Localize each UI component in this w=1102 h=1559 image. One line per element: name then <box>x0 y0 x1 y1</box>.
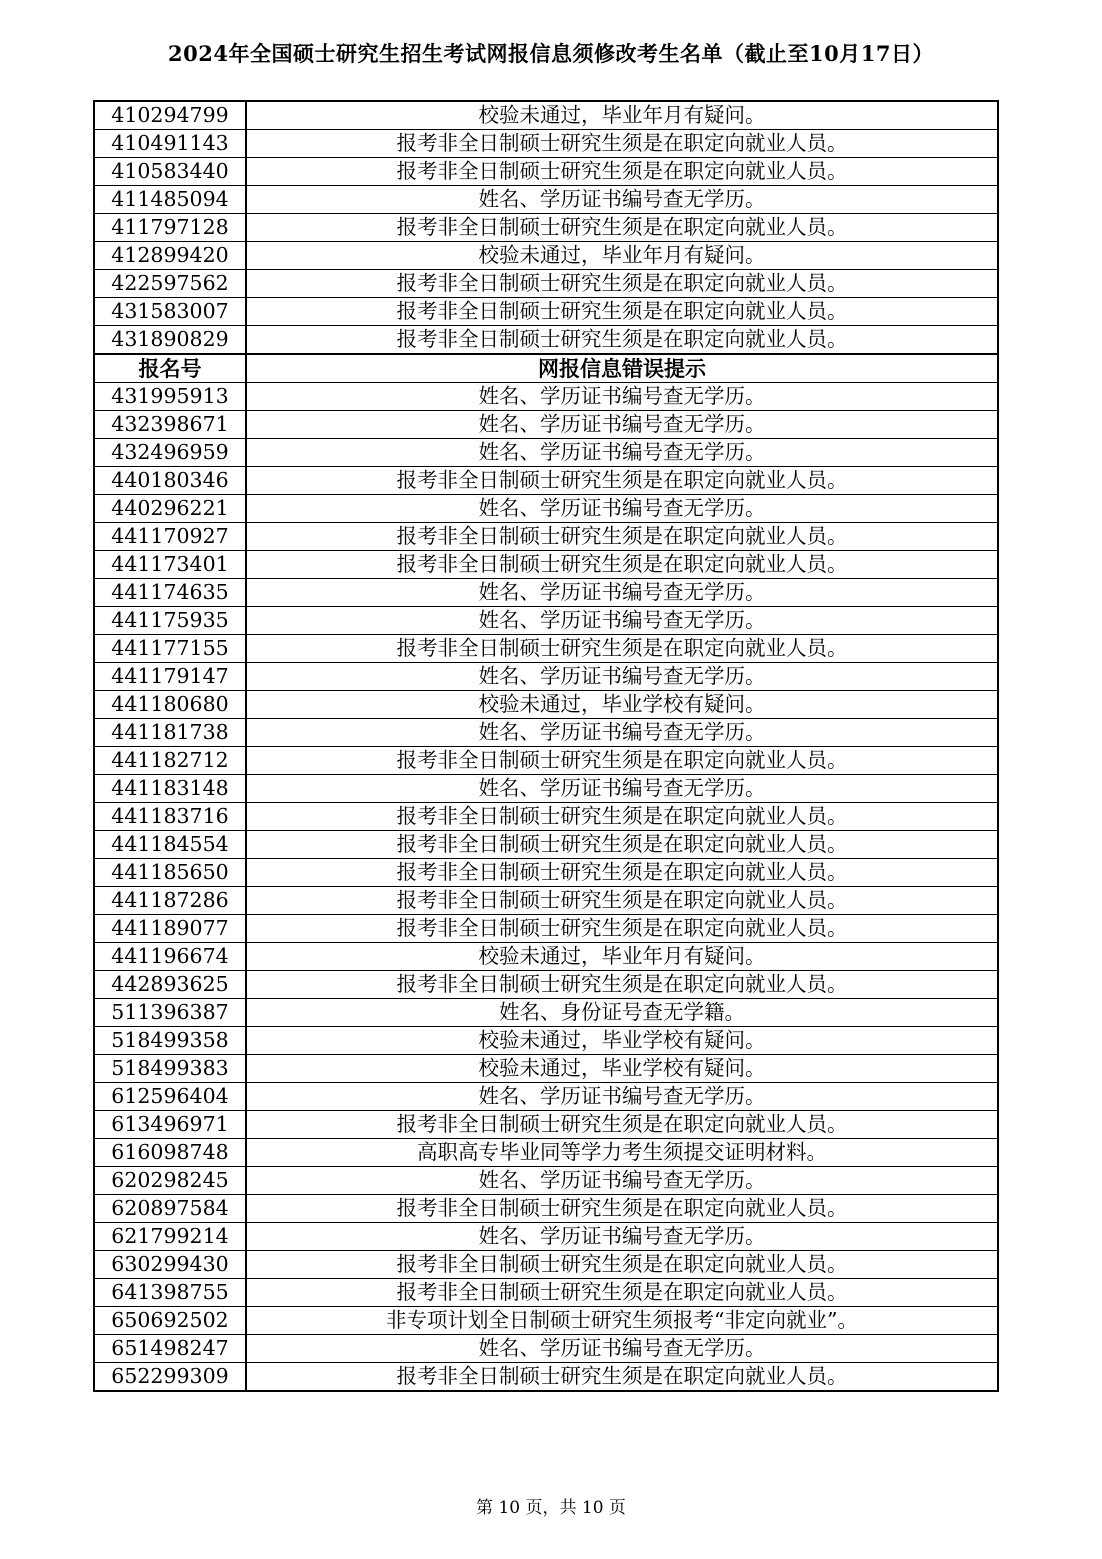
registration-number-cell: 612596404 <box>94 1083 246 1111</box>
table-row <box>94 467 998 495</box>
registration-number-cell: 410491143 <box>94 130 246 158</box>
registration-number-cell: 441196674 <box>94 943 246 971</box>
error-message-cell: 姓名、学历证书编号查无学历。 <box>246 495 998 523</box>
table-row <box>94 1279 998 1307</box>
error-message-cell: 校验未通过，毕业年月有疑问。 <box>246 242 998 270</box>
error-message-cell: 非专项计划全日制硕士研究生须报考“非定向就业”。 <box>246 1307 998 1335</box>
error-message-cell: 报考非全日制硕士研究生须是在职定向就业人员。 <box>246 1111 998 1139</box>
table-row <box>94 663 998 691</box>
error-message-cell: 姓名、学历证书编号查无学历。 <box>246 1167 998 1195</box>
registration-number-cell: 441182712 <box>94 747 246 775</box>
candidate-table-container <box>93 100 999 1392</box>
error-message-cell: 报考非全日制硕士研究生须是在职定向就业人员。 <box>246 158 998 186</box>
error-message-cell: 姓名、学历证书编号查无学历。 <box>246 775 998 803</box>
registration-number-cell: 431583007 <box>94 298 246 326</box>
error-message-cell: 报考非全日制硕士研究生须是在职定向就业人员。 <box>246 1251 998 1279</box>
error-message-cell: 姓名、学历证书编号查无学历。 <box>246 439 998 467</box>
error-message-cell: 报考非全日制硕士研究生须是在职定向就业人员。 <box>246 270 998 298</box>
table-row <box>94 495 998 523</box>
table-row <box>94 747 998 775</box>
table-row <box>94 298 998 326</box>
registration-number-cell: 441180680 <box>94 691 246 719</box>
error-message-cell: 报考非全日制硕士研究生须是在职定向就业人员。 <box>246 1279 998 1307</box>
registration-number-cell: 620298245 <box>94 1167 246 1195</box>
registration-number-cell: 616098748 <box>94 1139 246 1167</box>
table-row <box>94 719 998 747</box>
registration-number-cell: 652299309 <box>94 1363 246 1392</box>
candidate-table-body <box>94 101 998 1391</box>
error-message-cell: 报考非全日制硕士研究生须是在职定向就业人员。 <box>246 551 998 579</box>
table-header-row <box>94 354 998 383</box>
table-row <box>94 101 998 130</box>
table-row <box>94 915 998 943</box>
error-message-cell: 姓名、学历证书编号查无学历。 <box>246 186 998 214</box>
header-error-message: 网报信息错误提示 <box>246 354 998 383</box>
registration-number-cell: 441175935 <box>94 607 246 635</box>
registration-number-cell: 441185650 <box>94 859 246 887</box>
error-message-cell: 报考非全日制硕士研究生须是在职定向就业人员。 <box>246 971 998 999</box>
registration-number-cell: 641398755 <box>94 1279 246 1307</box>
header-registration-number: 报名号 <box>94 354 246 383</box>
table-row <box>94 971 998 999</box>
table-row <box>94 1363 998 1392</box>
registration-number-cell: 410583440 <box>94 158 246 186</box>
table-row <box>94 1335 998 1363</box>
table-row <box>94 999 998 1027</box>
table-row <box>94 270 998 298</box>
error-message-cell: 报考非全日制硕士研究生须是在职定向就业人员。 <box>246 1195 998 1223</box>
error-message-cell: 报考非全日制硕士研究生须是在职定向就业人员。 <box>246 635 998 663</box>
registration-number-cell: 621799214 <box>94 1223 246 1251</box>
registration-number-cell: 442893625 <box>94 971 246 999</box>
registration-number-cell: 412899420 <box>94 242 246 270</box>
error-message-cell: 校验未通过，毕业学校有疑问。 <box>246 1027 998 1055</box>
error-message-cell: 报考非全日制硕士研究生须是在职定向就业人员。 <box>246 831 998 859</box>
error-message-cell: 报考非全日制硕士研究生须是在职定向就业人员。 <box>246 214 998 242</box>
table-row <box>94 803 998 831</box>
error-message-cell: 姓名、学历证书编号查无学历。 <box>246 1223 998 1251</box>
error-message-cell: 报考非全日制硕士研究生须是在职定向就业人员。 <box>246 803 998 831</box>
table-row <box>94 523 998 551</box>
table-row <box>94 1083 998 1111</box>
table-row <box>94 1055 998 1083</box>
error-message-cell: 报考非全日制硕士研究生须是在职定向就业人员。 <box>246 326 998 355</box>
error-message-cell: 姓名、身份证号查无学籍。 <box>246 999 998 1027</box>
table-row <box>94 1111 998 1139</box>
registration-number-cell: 432398671 <box>94 411 246 439</box>
registration-number-cell: 518499358 <box>94 1027 246 1055</box>
table-row <box>94 691 998 719</box>
document-title: 2024年全国硕士研究生招生考试网报信息须修改考生名单（截止至10月17日） <box>168 41 934 66</box>
registration-number-cell: 650692502 <box>94 1307 246 1335</box>
registration-number-cell: 518499383 <box>94 1055 246 1083</box>
table-row <box>94 1167 998 1195</box>
error-message-cell: 报考非全日制硕士研究生须是在职定向就业人员。 <box>246 130 998 158</box>
registration-number-cell: 422597562 <box>94 270 246 298</box>
registration-number-cell: 511396387 <box>94 999 246 1027</box>
table-row <box>94 130 998 158</box>
registration-number-cell: 441179147 <box>94 663 246 691</box>
table-row <box>94 186 998 214</box>
registration-number-cell: 411485094 <box>94 186 246 214</box>
table-row <box>94 831 998 859</box>
page-footer: 第 10 页，共 10 页 <box>476 1498 626 1518</box>
error-message-cell: 姓名、学历证书编号查无学历。 <box>246 383 998 411</box>
registration-number-cell: 441173401 <box>94 551 246 579</box>
registration-number-cell: 441189077 <box>94 915 246 943</box>
error-message-cell: 报考非全日制硕士研究生须是在职定向就业人员。 <box>246 747 998 775</box>
registration-number-cell: 441184554 <box>94 831 246 859</box>
table-row <box>94 775 998 803</box>
table-row <box>94 383 998 411</box>
table-row <box>94 635 998 663</box>
table-row <box>94 439 998 467</box>
error-message-cell: 姓名、学历证书编号查无学历。 <box>246 719 998 747</box>
error-message-cell: 高职高专毕业同等学力考生须提交证明材料。 <box>246 1139 998 1167</box>
table-row <box>94 411 998 439</box>
error-message-cell: 校验未通过，毕业学校有疑问。 <box>246 691 998 719</box>
table-row <box>94 1223 998 1251</box>
table-row <box>94 242 998 270</box>
error-message-cell: 姓名、学历证书编号查无学历。 <box>246 411 998 439</box>
registration-number-cell: 630299430 <box>94 1251 246 1279</box>
table-row <box>94 943 998 971</box>
table-row <box>94 887 998 915</box>
error-message-cell: 报考非全日制硕士研究生须是在职定向就业人员。 <box>246 467 998 495</box>
error-message-cell: 姓名、学历证书编号查无学历。 <box>246 1083 998 1111</box>
table-row <box>94 551 998 579</box>
table-row <box>94 1027 998 1055</box>
registration-number-cell: 431995913 <box>94 383 246 411</box>
registration-number-cell: 620897584 <box>94 1195 246 1223</box>
error-message-cell: 姓名、学历证书编号查无学历。 <box>246 663 998 691</box>
error-message-cell: 报考非全日制硕士研究生须是在职定向就业人员。 <box>246 298 998 326</box>
table-row <box>94 579 998 607</box>
registration-number-cell: 441174635 <box>94 579 246 607</box>
registration-number-cell: 441183716 <box>94 803 246 831</box>
error-message-cell: 校验未通过，毕业学校有疑问。 <box>246 1055 998 1083</box>
registration-number-cell: 441183148 <box>94 775 246 803</box>
table-row <box>94 326 998 355</box>
registration-number-cell: 441187286 <box>94 887 246 915</box>
registration-number-cell: 410294799 <box>94 101 246 130</box>
table-row <box>94 1307 998 1335</box>
registration-number-cell: 441177155 <box>94 635 246 663</box>
registration-number-cell: 431890829 <box>94 326 246 355</box>
table-row <box>94 158 998 186</box>
error-message-cell: 姓名、学历证书编号查无学历。 <box>246 607 998 635</box>
registration-number-cell: 613496971 <box>94 1111 246 1139</box>
table-row <box>94 607 998 635</box>
candidate-table <box>93 100 999 1392</box>
error-message-cell: 报考非全日制硕士研究生须是在职定向就业人员。 <box>246 859 998 887</box>
table-row <box>94 1251 998 1279</box>
error-message-cell: 姓名、学历证书编号查无学历。 <box>246 1335 998 1363</box>
table-row <box>94 1195 998 1223</box>
error-message-cell: 姓名、学历证书编号查无学历。 <box>246 579 998 607</box>
error-message-cell: 校验未通过，毕业年月有疑问。 <box>246 943 998 971</box>
registration-number-cell: 440296221 <box>94 495 246 523</box>
registration-number-cell: 651498247 <box>94 1335 246 1363</box>
registration-number-cell: 440180346 <box>94 467 246 495</box>
error-message-cell: 报考非全日制硕士研究生须是在职定向就业人员。 <box>246 523 998 551</box>
registration-number-cell: 432496959 <box>94 439 246 467</box>
registration-number-cell: 441181738 <box>94 719 246 747</box>
registration-number-cell: 411797128 <box>94 214 246 242</box>
error-message-cell: 报考非全日制硕士研究生须是在职定向就业人员。 <box>246 887 998 915</box>
table-row <box>94 214 998 242</box>
table-row <box>94 859 998 887</box>
table-row <box>94 1139 998 1167</box>
error-message-cell: 校验未通过，毕业年月有疑问。 <box>246 101 998 130</box>
error-message-cell: 报考非全日制硕士研究生须是在职定向就业人员。 <box>246 1363 998 1392</box>
error-message-cell: 报考非全日制硕士研究生须是在职定向就业人员。 <box>246 915 998 943</box>
registration-number-cell: 441170927 <box>94 523 246 551</box>
